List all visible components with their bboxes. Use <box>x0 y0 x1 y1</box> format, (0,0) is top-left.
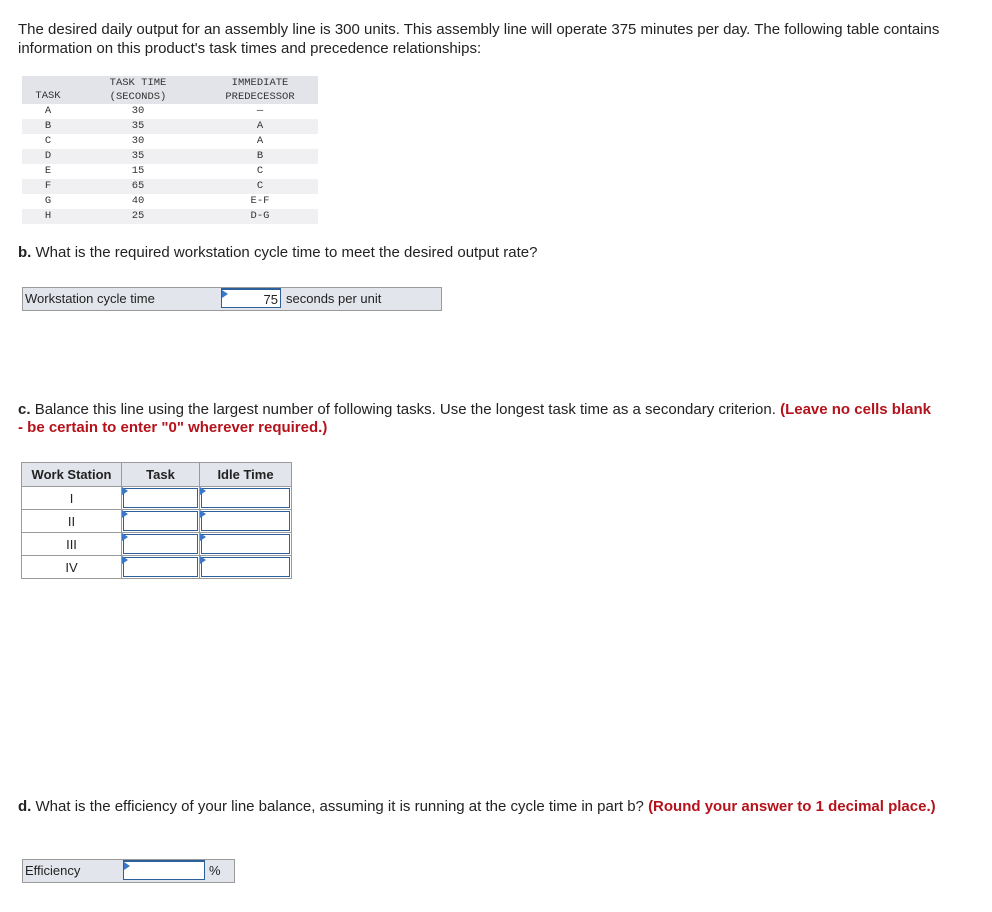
task-id: F <box>22 179 74 194</box>
task-time: 15 <box>131 165 145 177</box>
task-id: B <box>22 119 74 134</box>
task-time: 30 <box>131 105 145 117</box>
task-predecessor: B <box>202 149 318 164</box>
workstation-row <box>22 556 292 579</box>
task-predecessor: C <box>256 165 264 177</box>
task-row <box>22 194 318 209</box>
task-time: 65 <box>74 179 202 194</box>
cycle-time-label: Workstation cycle time <box>25 291 155 306</box>
input-flag-icon <box>122 533 128 541</box>
task-row <box>22 164 318 179</box>
task-input[interactable] <box>122 487 200 510</box>
task-predecessor: — <box>256 105 264 117</box>
input-flag-icon <box>222 290 228 298</box>
station-label: III <box>22 533 122 556</box>
idle-time-input[interactable] <box>200 556 292 579</box>
station-label: II <box>22 510 122 533</box>
task-row <box>22 119 318 134</box>
task-row <box>22 134 318 149</box>
task-time: 35 <box>74 119 202 134</box>
part-b-question: b. What is the required workstation cycle time to meet the desired output rate? <box>18 244 538 261</box>
efficiency-input[interactable] <box>123 860 205 880</box>
cycle-time-input[interactable]: 75 <box>221 288 281 308</box>
input-flag-icon <box>200 533 206 541</box>
task-time: 25 <box>74 209 202 224</box>
task-row <box>22 104 318 119</box>
cycle-time-unit: seconds per unit <box>286 291 382 306</box>
idle-time-input[interactable] <box>200 487 292 510</box>
task-input[interactable] <box>122 533 200 556</box>
task-input[interactable] <box>122 556 200 579</box>
input-flag-icon <box>122 487 128 495</box>
task-input[interactable] <box>122 510 200 533</box>
task-id: G <box>44 195 52 207</box>
cycle-time-row <box>22 287 442 311</box>
input-flag-icon <box>200 510 206 518</box>
task-id: C <box>44 135 52 147</box>
idle-time-input[interactable] <box>200 510 292 533</box>
task-id: D <box>22 149 74 164</box>
idle-time-input[interactable] <box>200 533 292 556</box>
task-table <box>22 76 318 224</box>
task-header: TASK <box>22 76 74 104</box>
task-time: 35 <box>74 149 202 164</box>
input-flag-icon <box>200 556 206 564</box>
efficiency-unit: % <box>209 863 221 878</box>
work-station-header: Work Station <box>22 463 122 487</box>
task-id: E <box>44 165 52 177</box>
input-flag-icon <box>122 510 128 518</box>
task-predecessor: A <box>202 119 318 134</box>
workstation-row <box>22 510 292 533</box>
task-time-header: TASK TIME (SECONDS) <box>74 76 202 104</box>
input-flag-icon <box>122 556 128 564</box>
task-predecessor: C <box>202 179 318 194</box>
task-predecessor: E-F <box>250 195 270 207</box>
part-d-question: d. What is the efficiency of your line balance, assuming it is running at the cycle time in part b? (Round your answer to 1 decimal place.) <box>18 798 936 815</box>
workstation-row <box>22 487 292 510</box>
part-d-note: (Round your answer to 1 decimal place.) <box>648 798 936 815</box>
workstation-row <box>22 533 292 556</box>
task-predecessor: A <box>256 135 264 147</box>
task-row <box>22 149 318 164</box>
station-label: I <box>22 487 122 510</box>
part-c-question: c. Balance this line using the largest number of following tasks. Use the longest task time as a secondary criterion. (Leave no cells blank - be certain to enter "0" wherever required.) <box>18 401 931 436</box>
predecessor-header: IMMEDIATE PREDECESSOR <box>202 76 318 104</box>
problem-intro: The desired daily output for an assembly line is 300 units. This assembly line will operate 375 minutes per day. The following table contains information on this product's task times and precedence relationships: <box>18 21 940 57</box>
task-time: 30 <box>131 135 145 147</box>
task-time: 40 <box>131 195 145 207</box>
input-flag-icon <box>200 487 206 495</box>
task-predecessor: D-G <box>202 209 318 224</box>
station-label: IV <box>22 556 122 579</box>
part-c-note: (Leave no cells blank - be certain to enter "0" wherever required.) <box>18 401 931 436</box>
task-row <box>22 179 318 194</box>
task-id: H <box>22 209 74 224</box>
efficiency-label: Efficiency <box>25 863 81 878</box>
efficiency-row <box>22 859 235 883</box>
input-flag-icon <box>124 862 130 870</box>
task-row <box>22 209 318 224</box>
task-column-header: Task <box>122 463 200 487</box>
workstation-table <box>21 462 292 579</box>
task-id: A <box>44 105 52 117</box>
idle-time-header: Idle Time <box>200 463 292 487</box>
